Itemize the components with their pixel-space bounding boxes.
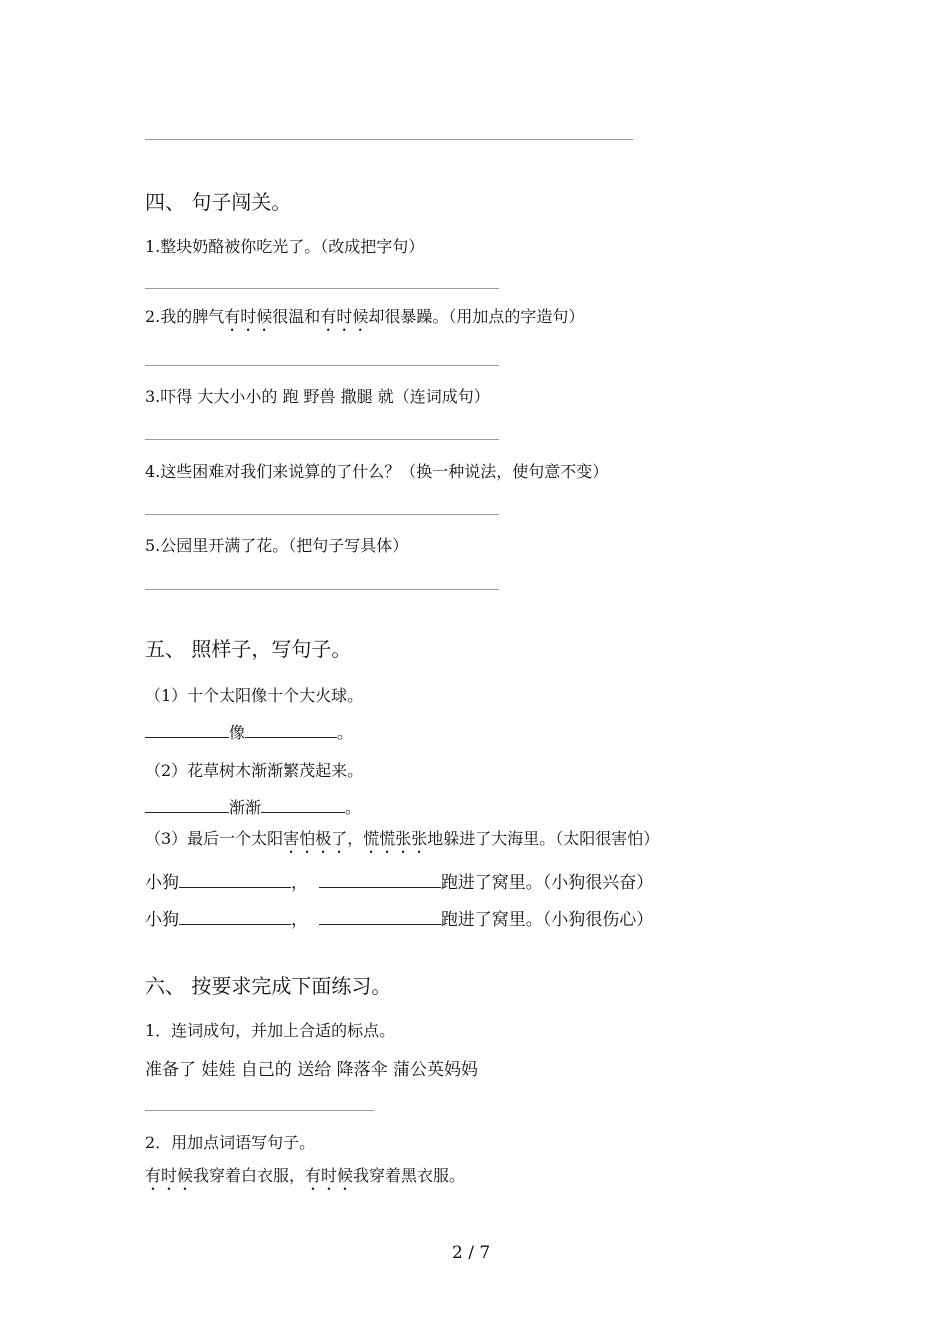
line1-end: 跑进了窝里。（小狗很兴奋） [440, 873, 654, 893]
example-5-3 [145, 826, 659, 857]
blank-5-3-1-b[interactable] [319, 886, 441, 888]
section-6-heading: 六、 按要求完成下面练习。 [145, 974, 392, 998]
fill-5-2-word: 渐渐 [229, 798, 262, 817]
question-6-1: 1．连词成句，并加上合适的标点。 [145, 1021, 396, 1040]
answer-line-4-5[interactable] [145, 589, 499, 590]
q2-dotted-2: 有时候 [320, 307, 369, 326]
line1-start: 小狗 [145, 873, 179, 893]
line1-mid: ， [291, 873, 308, 893]
line2-mid: ， [291, 910, 308, 930]
question-4-2 [145, 304, 584, 335]
line2-end: 跑进了窝里。（小狗很伤心） [440, 910, 654, 930]
page-number: 2 / 7 [452, 1243, 491, 1263]
top-answer-line [145, 139, 633, 140]
answer-line-4-1[interactable] [145, 288, 499, 289]
e3-text-a: （3）最后一个太阳 [145, 829, 284, 848]
blank-5-2-b[interactable] [261, 811, 345, 813]
e3-text-b: ， [347, 829, 364, 848]
answer-line-6-1[interactable] [145, 1110, 374, 1111]
fill-5-3-line-1 [145, 868, 653, 893]
e3-dotted-2: 慌慌张张 [363, 829, 428, 848]
blank-5-3-2-a[interactable] [179, 923, 291, 925]
word-list-6-1: 准备了 娃娃 自己的 送给 降落伞 蒲公英妈妈 [145, 1060, 479, 1080]
example-5-2: （2）花草树木渐渐繁茂起来。 [145, 761, 364, 780]
fill-5-1-end: 。 [337, 723, 354, 742]
fill-5-1-word: 像 [229, 723, 246, 742]
section-4-heading: 四、 句子闯关。 [145, 190, 292, 214]
fill-5-2-end: 。 [345, 798, 362, 817]
fill-5-3-line-2 [145, 905, 653, 930]
fill-5-2 [145, 795, 361, 818]
answer-line-4-4[interactable] [145, 514, 499, 515]
q2-dotted-1: 有时候 [224, 307, 273, 326]
blank-5-1-b[interactable] [245, 736, 337, 738]
question-4-3: 3.吓得 大大小小的 跑 野兽 撒腿 就（连词成句） [145, 387, 490, 406]
answer-line-4-2[interactable] [145, 365, 499, 366]
blank-5-3-2-b[interactable] [319, 923, 441, 925]
e3-text-c: 地躲进了大海里。（太阳很害怕） [427, 829, 660, 848]
example-5-1: （1）十个太阳像十个大火球。 [145, 686, 364, 705]
question-4-4: 4.这些困难对我们来说算的了什么？（换一种说法，使句意不变） [145, 462, 609, 481]
blank-5-1-a[interactable] [145, 736, 229, 738]
q2-text-a: 2.我的脾气 [145, 307, 225, 326]
s-dotted-1: 有时候 [145, 1166, 194, 1185]
q2-text-c: 却很暴躁。（用加点的字造句） [368, 307, 585, 326]
fill-5-1 [145, 720, 353, 743]
blank-5-2-a[interactable] [145, 811, 229, 813]
blank-5-3-1-a[interactable] [179, 886, 291, 888]
s-text-a: 我穿着白衣服， [193, 1166, 306, 1185]
q2-text-b: 很温和 [272, 307, 321, 326]
question-4-1: 1.整块奶酪被你吃光了。（改成把字句） [145, 237, 425, 256]
question-4-5: 5.公园里开满了花。（把句子写具体） [145, 536, 409, 555]
example-6-2 [145, 1163, 465, 1194]
question-6-2: 2．用加点词语写句子。 [145, 1133, 316, 1152]
e3-dotted-1: 害怕极了 [283, 829, 348, 848]
s-text-b: 我穿着黑衣服。 [353, 1166, 466, 1185]
s-dotted-2: 有时候 [305, 1166, 354, 1185]
line2-start: 小狗 [145, 910, 179, 930]
section-5-heading: 五、 照样子，写句子。 [145, 637, 352, 661]
answer-line-4-3[interactable] [145, 439, 499, 440]
